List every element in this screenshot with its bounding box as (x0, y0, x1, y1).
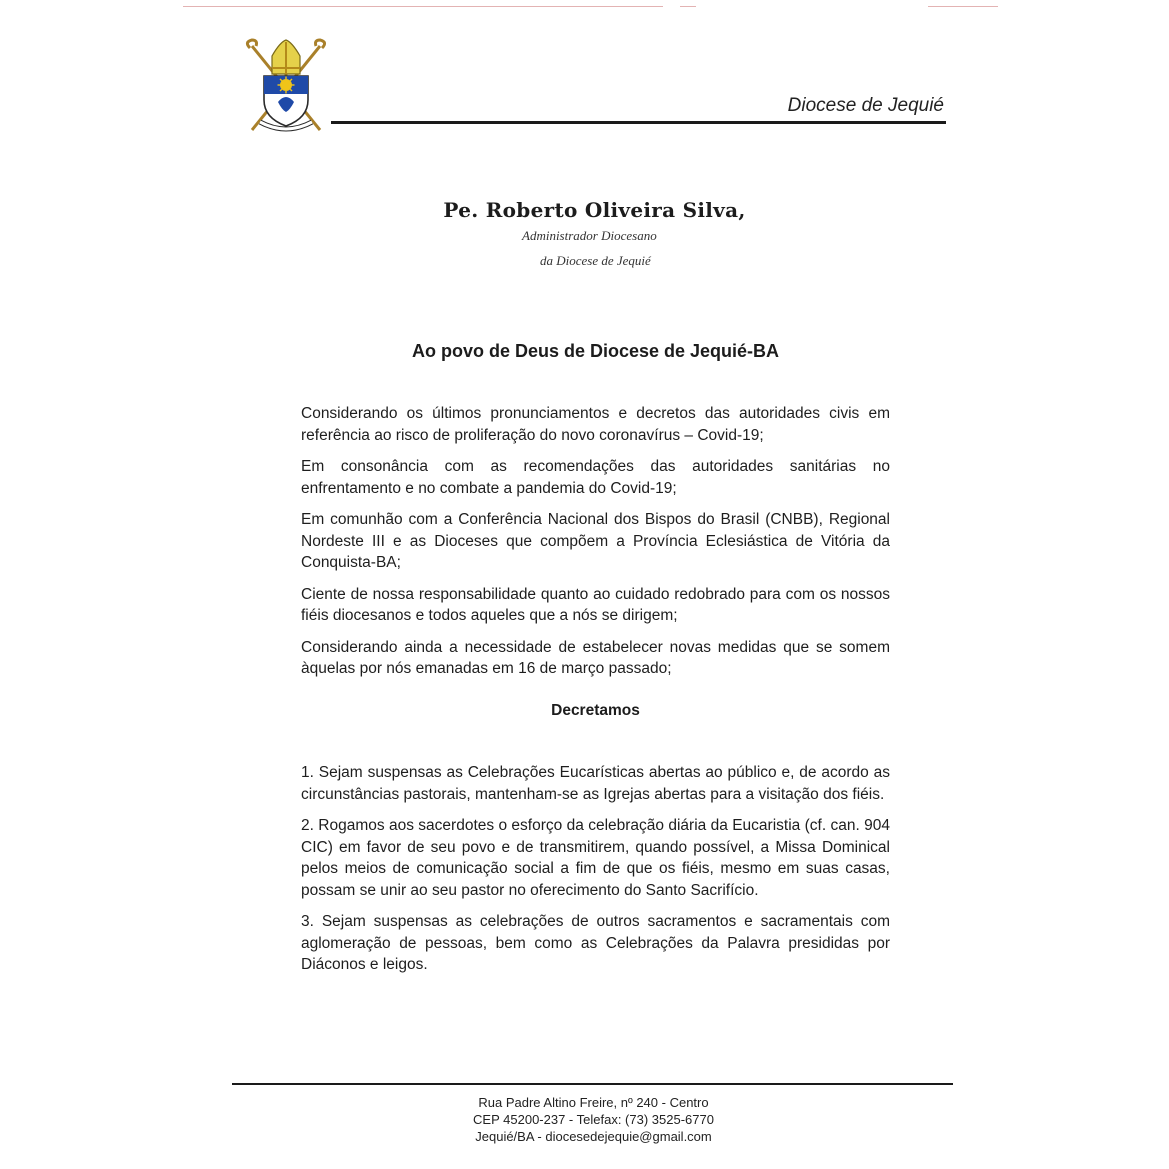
author-diocese: da Diocese de Jequié (540, 253, 651, 268)
footer-divider (232, 1083, 953, 1085)
considerations-section (301, 403, 890, 690)
author-title: Administrador Diocesano (522, 228, 657, 243)
consideration-paragraph: Em comunhão com a Conferência Nacional dos Bispos do Brasil (CNBB), Regional Nordeste III e as Dioceses que compõem a Província Eclesiástica de Vitória da Conquista-BA; (301, 511, 890, 571)
decree-item: 1. Sejam suspensas as Celebrações Eucarísticas abertas ao público e, de acordo as circunstâncias pastorais, mantenham-se as Igrejas abertas para a visitação dos fiéis. (301, 764, 890, 803)
decree-item: 3. Sejam suspensas as celebrações de outros sacramentos e sacramentais com aglomeração de pessoas, bem como as Celebrações da Palavra presididas por Diáconos e leigos. (301, 913, 890, 973)
consideration-paragraph: Em consonância com as recomendações das autoridades sanitárias no enfrentamento e no combate a pandemia do Covid-19; (301, 458, 890, 497)
footer-city-email: Jequié/BA - diocesedejequie@gmail.com (475, 1129, 712, 1144)
scan-mark (928, 6, 998, 7)
header-divider (331, 121, 946, 124)
diocese-title: Diocese de Jequié (787, 95, 944, 116)
decree-item: 2. Rogamos aos sacerdotes o esforço da celebração diária da Eucaristia (cf. can. 904 CIC) em favor de seu povo e de transmitirem, quando possível, a Missa Dominical pelos meios de comunicação social a fim de que os fiéis, mesmo em suas casas, possam se unir ao seu pastor no oferecimento do Santo Sacrifício. (301, 817, 890, 899)
consideration-paragraph: Considerando os últimos pronunciamentos e decretos das autoridades civis em referência ao risco de proliferação do novo coronavírus – Covid-19; (301, 405, 890, 444)
scan-mark (183, 6, 663, 7)
footer-contact (0, 1094, 1169, 1145)
author-name: Pe. Roberto Oliveira Silva, (443, 198, 746, 222)
letter-heading: Ao povo de Deus de Diocese de Jequié-BA (411, 341, 780, 361)
decrees-section (301, 762, 890, 986)
consideration-paragraph: Considerando ainda a necessidade de estabelecer novas medidas que se somem àquelas por nós emanadas em 16 de março passado; (301, 638, 890, 677)
consideration-paragraph: Ciente de nossa responsabilidade quanto ao cuidado redobrado para com os nossos fiéis diocesanos e todos aqueles que a nós se dirigem; (301, 585, 890, 624)
scan-mark (680, 6, 696, 7)
footer-address: Rua Padre Altino Freire, nº 240 - Centro (478, 1095, 709, 1110)
decree-heading: Decretamos (551, 702, 640, 719)
diocesan-coat-of-arms-icon (240, 38, 332, 138)
footer-cep-phone: CEP 45200-237 - Telefax: (73) 3525-6770 (473, 1112, 714, 1127)
